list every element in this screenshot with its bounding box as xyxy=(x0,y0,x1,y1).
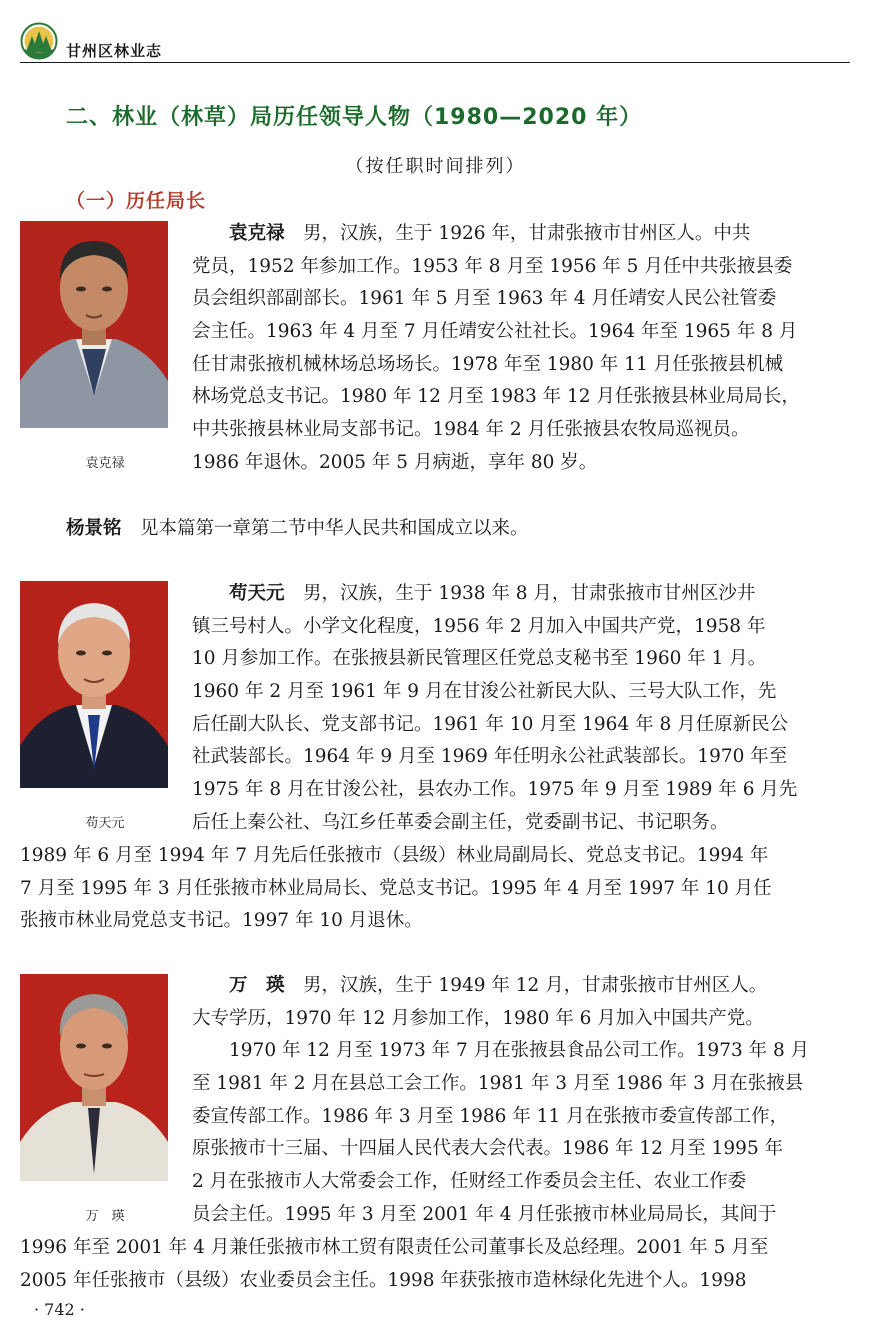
bio-line: 委宣传部工作。1986 年 3 月至 1986 年 11 月在张掖市委宣传部工作， xyxy=(192,1105,789,1127)
biography-gou-continued xyxy=(20,840,850,938)
biography-yang xyxy=(66,513,850,546)
running-header xyxy=(20,22,850,64)
photo-caption: 苟天元 xyxy=(85,816,125,831)
bio-line: 员会主任。1995 年 3 月至 2001 年 4 月任张掖市林业局局长，其间于 xyxy=(192,1203,777,1225)
bio-line: 中共张掖县林业局支部书记。1984 年 2 月任张掖县农牧局巡视员。 xyxy=(192,419,750,441)
biography-gou xyxy=(192,578,850,840)
bio-line: 至 1981 年 2 月在县总工会工作。1981 年 3 月至 1986 年 3 月在张掖县 xyxy=(192,1073,804,1095)
person-name: 万 瑛 xyxy=(229,975,285,996)
bio-line: 10 月参加工作。在张掖县新民管理区任党总支秘书至 1960 年 1 月。 xyxy=(192,648,767,670)
bio-line: 苟天元 男，汉族，生于 1938 年 8 月，甘肃张掖市甘州区沙井 xyxy=(229,583,756,604)
sub-heading: （一）历任局长 xyxy=(66,190,207,212)
bio-text: 见本篇第一章第二节中华人民共和国成立以来。 xyxy=(140,518,529,539)
biography-wan-continued xyxy=(20,1232,850,1297)
bio-line: 原张掖市十三届、十四届人民代表大会代表。1986 年 12 月至 1995 年 xyxy=(192,1138,784,1160)
forest-logo-icon xyxy=(20,22,58,60)
bio-line: 会主任。1963 年 4 月至 7 月任靖安公社社长。1964 年至 1965 年 8 月 xyxy=(192,321,798,343)
bio-line: 万 瑛 男，汉族，生于 1949 年 12 月，甘肃张掖市甘州区人。 xyxy=(229,975,768,996)
header-divider xyxy=(20,62,850,63)
bio-line: 1960 年 2 月至 1961 年 9 月在甘浚公社新民大队、三号大队工作，先 xyxy=(192,681,777,703)
biography-yuan xyxy=(192,218,850,480)
bio-line: 1970 年 12 月至 1973 年 7 月在张掖县食品公司工作。1973 年 8 月 xyxy=(229,1040,810,1062)
bio-line: 林场党总支书记。1980 年 12 月至 1983 年 12 月任张掖县林业局局长， xyxy=(192,386,800,408)
bio-line: 1975 年 8 月在甘浚公社，县农办工作。1975 年 9 月至 1989 年 6 月先 xyxy=(192,779,798,801)
bio-line: 2 月在张掖市人大常委会工作，任财经工作委员会主任、农业工作委 xyxy=(192,1171,747,1193)
section-subtitle: （按任职时间排列） xyxy=(345,156,526,177)
bio-line: 社武装部长。1964 年 9 月至 1969 年任明永公社武装部长。1970 年至 xyxy=(192,746,788,768)
bio-line: 大专学历，1970 年 12 月参加工作，1980 年 6 月加入中国共产党。 xyxy=(192,1007,764,1029)
photo-caption: 万 瑛 xyxy=(85,1209,125,1224)
portrait-photo-yuan xyxy=(20,221,168,428)
bio-line: 1986 年退休。2005 年 5 月病逝，享年 80 岁。 xyxy=(192,451,598,473)
bio-line: 袁克禄 男，汉族，生于 1926 年，甘肃张掖市甘州区人。中共 xyxy=(229,223,751,244)
bio-line: 张掖市林业局党总支书记。1997 年 10 月退休。 xyxy=(20,910,423,932)
photo-caption: 袁克禄 xyxy=(85,456,125,471)
book-title: 甘州区林业志 xyxy=(66,42,163,60)
bio-line: 镇三号村人。小学文化程度，1956 年 2 月加入中国共产党，1958 年 xyxy=(192,615,766,637)
biography-wan xyxy=(192,970,850,1232)
bio-line: 1989 年 6 月至 1994 年 7 月先后任张掖市（县级）林业局副局长、党总支书记。1994 年 xyxy=(20,845,769,866)
bio-line: 员会组织部副部长。1961 年 5 月至 1963 年 4 月任靖安人民公社管委 xyxy=(192,288,777,310)
person-name: 杨景铭 xyxy=(66,518,122,539)
portrait-photo-gou xyxy=(20,581,168,788)
bio-line: 7 月至 1995 年 3 月任张掖市林业局局长、党总支书记。1995 年 4 月至 1997 年 10 月任 xyxy=(20,877,772,899)
bio-line: 后任副大队长、党支部书记。1961 年 10 月至 1964 年 8 月任原新民公 xyxy=(192,713,789,735)
person-name: 袁克禄 xyxy=(229,223,285,244)
portrait-photo-wan xyxy=(20,974,168,1181)
section-title: 二、林业（林草）局历任领导人物（1980—2020 年） xyxy=(66,105,643,130)
bio-line: 2005 年任张掖市（县级）农业委员会主任。1998 年获张掖市造林绿化先进个人。1998 xyxy=(20,1269,747,1291)
page-number: · 742 · xyxy=(34,1300,85,1319)
bio-line: 后任上秦公社、乌江乡任革委会副主任，党委副书记、书记职务。 xyxy=(192,811,729,833)
bio-line: 1996 年至 2001 年 4 月兼任张掖市林工贸有限责任公司董事长及总经理。2001 年 5 月至 xyxy=(20,1237,769,1258)
bio-line: 党员，1952 年参加工作。1953 年 8 月至 1956 年 5 月任中共张掖县委 xyxy=(192,255,793,277)
bio-line: 任甘肃张掖机械林场总场场长。1978 年至 1980 年 11 月任张掖县机械 xyxy=(192,353,784,375)
person-name: 苟天元 xyxy=(229,583,285,604)
